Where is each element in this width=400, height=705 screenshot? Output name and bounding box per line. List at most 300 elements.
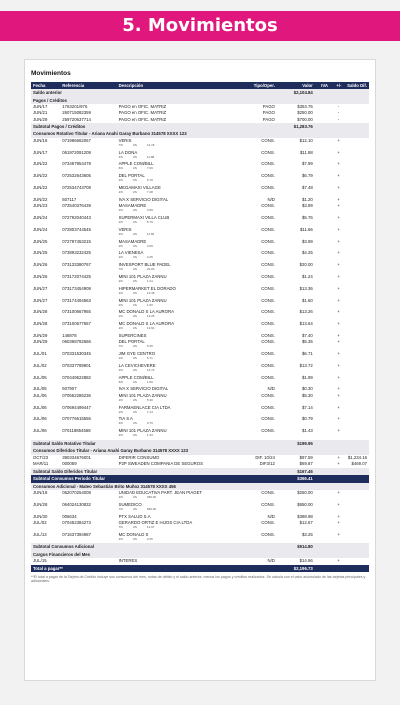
- cell-descripcion-text: MC DONALD S LA AURORA: [118, 321, 174, 327]
- cell-descripcion: [117, 428, 234, 440]
- detail-d2: US: [132, 536, 137, 541]
- cell-sign: [334, 227, 343, 239]
- cell-saldo-dif: [343, 428, 369, 440]
- cell-sign: [334, 428, 343, 440]
- cell-sign-text: +: [337, 374, 340, 380]
- cell-descripcion-detail: [119, 179, 232, 182]
- cell-descripcion: [117, 490, 234, 502]
- group-row: [31, 440, 369, 448]
- table-row: [31, 416, 369, 428]
- detail-d3: 5.30: [146, 397, 153, 402]
- cell-sign-text: +: [337, 531, 340, 537]
- group-label: Consumos Adicional - Mateo Sebastián Brito Muñoz 314578 XXXX 456: [31, 483, 277, 491]
- cell-fecha: [31, 185, 60, 197]
- cell-descripcion-detail: [119, 304, 232, 307]
- cell-descripcion: [117, 173, 234, 185]
- cell-referencia-text: 061972091209: [62, 149, 91, 155]
- cell-descripcion-text: MEGAMAXI VILLAGE: [118, 185, 161, 191]
- cell-tipo: [234, 298, 277, 310]
- cell-descripcion-text: PTX SALUD S.A: [118, 513, 151, 519]
- detail-d2: US: [132, 243, 137, 248]
- cell-sign-text: +: [337, 226, 340, 232]
- detail-d2: US: [132, 524, 137, 529]
- cell-valor: [277, 185, 315, 197]
- cell-tipo-text: CONS.: [261, 149, 275, 155]
- cell-fecha: [31, 150, 60, 162]
- detail-d2: US: [132, 255, 137, 260]
- group-row: [31, 447, 369, 455]
- cell-fecha-text: JUN/22: [33, 161, 48, 167]
- cell-iva: [315, 173, 335, 185]
- detail-d1: 7/6: [118, 524, 123, 529]
- detail-d3: 250.00: [146, 495, 157, 499]
- cell-referencia-text: 607907: [62, 386, 77, 392]
- cell-descripcion-detail: [119, 399, 232, 402]
- cell-valor-text: $3.99: [302, 238, 313, 244]
- footnote: **El total a pagar de la Tarjeta de Crédito incluye sus consumos del mes, notas de débito y el saldo anterior, menos los pagos y créditos realizados. Se calcula con el valor acumulado de las tarjetas principales y adicionales.: [31, 575, 366, 584]
- cell-referencia-text: 062070254008: [62, 490, 91, 495]
- cell-valor-text: $1.24: [302, 273, 313, 279]
- cell-fecha: [31, 161, 60, 173]
- cell-fecha-text: JUN/26: [33, 273, 48, 279]
- cell-fecha-text: JUN/27: [33, 285, 48, 291]
- cell-valor-text: $250.00: [297, 110, 313, 116]
- cell-sign-text: +: [337, 196, 340, 202]
- group-value: $914.80: [277, 543, 315, 551]
- cell-iva: [315, 185, 335, 197]
- group-filler: [315, 565, 369, 573]
- cell-descripcion-detail: [119, 357, 232, 360]
- cell-descripcion: [117, 203, 234, 215]
- cell-referencia-text: 073100667955: [62, 309, 91, 315]
- cell-valor-text: $1.43: [302, 428, 313, 434]
- cell-fecha: [31, 262, 60, 274]
- cell-valor-text: $7.14: [302, 404, 313, 410]
- table-row: [31, 520, 369, 532]
- cell-valor-text: $20.00: [299, 262, 313, 268]
- cell-referencia: [60, 532, 116, 544]
- cell-descripcion-text: INVESPORT BLUE PADEL: [118, 262, 171, 268]
- detail-d2: US: [132, 154, 137, 159]
- cell-valor-text: $1.60: [302, 297, 313, 303]
- cell-referencia: [60, 375, 116, 387]
- cell-sign-text: +: [337, 262, 340, 268]
- cell-sign: [334, 321, 343, 333]
- group-label: Saldo anterior: [31, 89, 277, 97]
- cell-fecha: [31, 286, 60, 298]
- cell-referencia-text: 070552286236: [62, 392, 91, 398]
- cell-fecha-text: JUN/17: [33, 104, 48, 109]
- cell-valor-text: $11.88: [299, 149, 313, 155]
- group-row: [31, 89, 369, 97]
- cell-valor-text: $13.72: [299, 362, 313, 368]
- cell-tipo-text: N/D: [267, 513, 275, 519]
- cell-descripcion: [117, 185, 234, 197]
- group-value: $2,104.84: [277, 89, 315, 97]
- cell-referencia-text: 073467954479: [62, 161, 91, 167]
- cell-tipo: [234, 532, 277, 544]
- cell-valor: [277, 351, 315, 363]
- cell-valor: [277, 375, 315, 387]
- cell-fecha-text: JUN/25: [33, 250, 48, 256]
- cell-sign-text: +: [337, 214, 340, 220]
- group-value: $167.46: [277, 468, 315, 476]
- cell-valor: [277, 309, 315, 321]
- cell-tipo: [234, 309, 277, 321]
- cell-descripcion: [117, 298, 234, 310]
- group-label: Consumos Rotativo Titular - Ariana Anahi Garay Burbano 314578 XXXX 123: [31, 130, 277, 138]
- cell-valor-text: $7.99: [302, 161, 313, 167]
- detail-d2: US: [132, 506, 137, 511]
- cell-valor: [277, 298, 315, 310]
- cell-descripcion: [117, 150, 234, 162]
- cell-fecha-text: JUN/22: [33, 185, 48, 191]
- table-header-row: [31, 82, 369, 89]
- group-row: [31, 483, 369, 491]
- cell-descripcion-text: MC DONALD S: [118, 531, 149, 537]
- cell-sign-text: +: [337, 558, 340, 564]
- cell-referencia: [60, 405, 116, 417]
- cell-tipo: [234, 227, 277, 239]
- cell-sign: [334, 309, 343, 321]
- cell-fecha-text: MAR/11: [33, 461, 49, 467]
- detail-d1: 6/6: [118, 379, 123, 384]
- cell-iva: [315, 138, 335, 150]
- cell-sign-text: +: [337, 250, 340, 256]
- cell-valor: [277, 339, 315, 351]
- cell-descripcion-detail: [119, 508, 232, 511]
- cell-tipo: [234, 502, 277, 514]
- cell-fecha-text: JUL/06: [33, 416, 47, 422]
- cell-iva: [315, 520, 335, 532]
- cell-descripcion: [117, 239, 234, 251]
- cell-descripcion-detail: [119, 292, 232, 295]
- detail-d3: 6.71: [146, 356, 153, 361]
- cell-fecha: [31, 138, 60, 150]
- cell-sign: [334, 532, 343, 544]
- cell-referencia-text: 064024130832: [62, 501, 91, 507]
- cell-sign-text: +: [337, 149, 340, 155]
- cell-valor-text: $650.00: [297, 501, 313, 507]
- cell-sign-text: +: [337, 404, 340, 410]
- cell-fecha-text: JUN/24: [33, 226, 48, 232]
- cell-referencia: [60, 363, 116, 375]
- detail-d3: 0.79: [146, 421, 153, 426]
- cell-sign-text: +: [337, 428, 340, 434]
- cell-tipo: [234, 161, 277, 173]
- cell-iva: [315, 250, 335, 262]
- cell-tipo-text: CONS.: [261, 519, 275, 525]
- cell-sign: [334, 375, 343, 387]
- col-header-referencia: Referencia: [60, 82, 116, 89]
- cell-valor-text: $353.76: [297, 104, 313, 109]
- cell-saldo-dif: [343, 138, 369, 150]
- cell-tipo: [234, 274, 277, 286]
- cell-fecha-text: JUL/01: [33, 351, 47, 357]
- detail-d3: 650.00: [146, 506, 157, 511]
- cell-descripcion: [117, 286, 234, 298]
- cell-saldo-dif: [343, 173, 369, 185]
- movements-body: [31, 89, 369, 572]
- detail-d3: 1.99: [146, 379, 153, 384]
- cell-saldo-dif: [343, 298, 369, 310]
- cell-valor: [277, 363, 315, 375]
- cell-tipo-text: PAGO: [262, 110, 275, 116]
- cell-tipo: [234, 375, 277, 387]
- cell-descripcion: [117, 250, 234, 262]
- group-filler: [315, 551, 369, 559]
- group-label: Subtotal Pagos / Créditos: [31, 123, 277, 131]
- cell-descripcion: [117, 363, 234, 375]
- group-row: [31, 543, 369, 551]
- cell-valor: [277, 490, 315, 502]
- cell-fecha: [31, 215, 60, 227]
- detail-d1: 2/6: [118, 397, 123, 402]
- group-label: Subtotal Consumos Periodo Titular: [31, 475, 277, 483]
- cell-referencia-text: 073893232425: [62, 250, 91, 256]
- cell-sign: [334, 161, 343, 173]
- cell-tipo-text: CONS.: [261, 374, 275, 380]
- cell-descripcion-text: MINI 101 PLAZA ZANNU: [118, 273, 167, 279]
- cell-sign-text: +: [337, 501, 340, 507]
- table-row: [31, 321, 369, 333]
- cell-saldo-dif: [343, 520, 369, 532]
- cell-tipo: [234, 520, 277, 532]
- cell-referencia-text: 260715082359: [62, 110, 91, 116]
- cell-descripcion-detail: [119, 245, 232, 248]
- cell-tipo-text: CONS.: [261, 332, 275, 338]
- detail-d1: 2/6: [118, 326, 123, 331]
- cell-fecha: [31, 405, 60, 417]
- cell-tipo-text: CONS.: [261, 416, 275, 422]
- group-filler: [315, 483, 369, 491]
- cell-sign-text: +: [337, 351, 340, 357]
- cell-referencia: [60, 321, 116, 333]
- table-row: [31, 351, 369, 363]
- cell-referencia: [60, 520, 116, 532]
- cell-tipo: [234, 262, 277, 274]
- table-row: [31, 203, 369, 215]
- detail-d2: US: [132, 142, 137, 147]
- cell-valor: [277, 274, 315, 286]
- detail-d3: 7.99: [146, 166, 153, 171]
- cell-valor: [277, 262, 315, 274]
- group-value: $1,283.76: [277, 123, 315, 131]
- cell-sign-text: +: [337, 339, 340, 345]
- cell-saldo-dif: [343, 375, 369, 387]
- cell-descripcion: [117, 520, 234, 532]
- table-row: [31, 363, 369, 375]
- group-value: [277, 551, 315, 559]
- cell-descripcion-detail: [119, 280, 232, 283]
- cell-descripcion-text: LA DONA: [118, 149, 138, 155]
- group-value: [277, 447, 315, 455]
- group-row: [31, 551, 369, 559]
- cell-tipo-text: CONS.: [261, 185, 275, 191]
- cell-saldo-dif: [343, 339, 369, 351]
- cell-tipo: [234, 250, 277, 262]
- cell-iva: [315, 490, 335, 502]
- cell-iva: [315, 161, 335, 173]
- cell-referencia-text: 259720637714: [62, 116, 91, 122]
- col-header-valor: Valor: [277, 82, 315, 89]
- cell-valor-text: $7.48: [302, 185, 313, 191]
- cell-iva: [315, 274, 335, 286]
- cell-tipo: [234, 215, 277, 227]
- cell-tipo-text: CONS.: [261, 339, 275, 345]
- cell-referencia: [60, 161, 116, 173]
- col-header-tipo: Tipo/Oper.: [234, 82, 277, 89]
- cell-iva: [315, 227, 335, 239]
- cell-sign: [334, 203, 343, 215]
- cell-fecha-text: JUL/06: [33, 404, 47, 410]
- table-row: [31, 262, 369, 274]
- cell-descripcion: [117, 393, 234, 405]
- cell-valor: [277, 520, 315, 532]
- cell-iva: [315, 502, 335, 514]
- cell-descripcion: [117, 502, 234, 514]
- group-row: [31, 130, 369, 138]
- group-filler: [315, 447, 369, 455]
- cell-valor-text: $13.26: [299, 309, 313, 315]
- cell-referencia-text: 072540376439: [62, 203, 91, 209]
- total-row: [31, 475, 369, 483]
- cell-descripcion-text: MINI 101 PLAZA ZANNU: [118, 428, 167, 434]
- table-row: [31, 393, 369, 405]
- cell-saldo-dif: [343, 239, 369, 251]
- cell-fecha-text: JUN/29: [33, 116, 48, 122]
- cell-sign-text: +: [337, 238, 340, 244]
- detail-d3: 3.99: [146, 208, 153, 213]
- cell-fecha-text: JUN/25: [33, 238, 48, 244]
- cell-saldo-dif: [343, 227, 369, 239]
- cell-referencia-text: 073172074425: [62, 273, 91, 279]
- table-row: [31, 150, 369, 162]
- cell-referencia: [60, 150, 116, 162]
- cell-descripcion: [117, 405, 234, 417]
- cell-tipo-text: PAGO: [262, 116, 275, 122]
- cell-tipo-text: CONS.: [261, 203, 275, 209]
- detail-d2: US: [132, 356, 137, 361]
- cell-valor: [277, 502, 315, 514]
- cell-sign: [334, 490, 343, 502]
- cell-tipo-text: CONS.: [261, 362, 275, 368]
- cell-valor-text: $7.40: [302, 332, 313, 338]
- cell-descripcion: [117, 262, 234, 274]
- cell-descripcion-detail: [119, 233, 232, 236]
- table-row: [31, 428, 369, 440]
- cell-fecha-text: JUN/23: [33, 203, 48, 209]
- group-label: Subtotal Saldo Diferidos Titular: [31, 468, 277, 476]
- cell-tipo: [234, 173, 277, 185]
- cell-saldo-dif: [343, 309, 369, 321]
- cell-valor: [277, 428, 315, 440]
- cell-descripcion-detail: [119, 327, 232, 330]
- cell-fecha: [31, 321, 60, 333]
- detail-d3: 12.67: [146, 524, 155, 529]
- cell-referencia-text: 073133380767: [62, 262, 91, 268]
- cell-descripcion-detail: [119, 434, 232, 437]
- col-header-fecha: Fecha: [31, 82, 60, 89]
- detail-d3: 20.00: [146, 267, 155, 272]
- cell-saldo-dif: [343, 150, 369, 162]
- cell-fecha: [31, 351, 60, 363]
- cell-descripcion-detail: [119, 369, 232, 372]
- cell-tipo-text: CONS.: [261, 161, 275, 167]
- group-value: [277, 130, 315, 138]
- cell-sign: [334, 239, 343, 251]
- cell-referencia-text: 390334676001: [62, 454, 91, 460]
- cell-sign: [334, 286, 343, 298]
- cell-fecha: [31, 428, 60, 440]
- cell-descripcion-detail: [119, 221, 232, 224]
- cell-tipo-text: CONS.: [261, 351, 275, 357]
- group-filler: [315, 97, 369, 105]
- table-row: [31, 490, 369, 502]
- cell-tipo-text: N/D: [267, 386, 275, 392]
- cell-sign: [334, 520, 343, 532]
- cell-saldo-dif: [343, 393, 369, 405]
- cell-fecha: [31, 502, 60, 514]
- cell-valor-text: $13.64: [299, 321, 313, 327]
- cell-fecha-text: JUN/27: [33, 297, 48, 303]
- cell-descripcion: [117, 215, 234, 227]
- detail-d3: 7.14: [146, 409, 153, 414]
- cell-descripcion-text: LA CEVICHEVERE: [118, 362, 156, 368]
- cell-referencia: [60, 274, 116, 286]
- cell-tipo: [234, 138, 277, 150]
- group-label: Consumos Diferidos Titular - Ariana Anahi Garay Burbano 314578 XXXX 123: [31, 447, 277, 455]
- cell-sign: [334, 502, 343, 514]
- cell-iva: [315, 405, 335, 417]
- cell-sign-text: +: [337, 273, 340, 279]
- cell-referencia-text: 000059: [62, 461, 77, 467]
- group-value: $366.41: [277, 475, 315, 483]
- cell-sign-text: -: [337, 110, 340, 116]
- detail-d1: 2/6: [118, 367, 123, 372]
- table-row: [31, 502, 369, 514]
- cell-fecha-text: JUL/15: [33, 558, 47, 564]
- cell-fecha-text: JUN/22: [33, 196, 48, 202]
- detail-d1: 2/6: [118, 219, 123, 224]
- cell-valor: [277, 239, 315, 251]
- cell-tipo-text: CONS.: [261, 531, 275, 537]
- cell-fecha-text: JUN/18: [33, 490, 48, 495]
- cell-referencia-text: 607117: [62, 196, 77, 202]
- cell-descripcion-text: SUPERMAXI VILLA CLUB: [118, 214, 170, 220]
- cell-sign-text: +: [337, 362, 340, 368]
- cell-valor-text: $4.25: [302, 250, 313, 256]
- cell-descripcion-detail: [119, 496, 232, 499]
- cell-descripcion-detail: [119, 315, 232, 318]
- cell-valor: [277, 150, 315, 162]
- cell-sign-text: +: [337, 297, 340, 303]
- cell-tipo-text: CONS.: [261, 226, 275, 232]
- cell-descripcion-detail: [119, 191, 232, 194]
- table-row: [31, 215, 369, 227]
- cell-referencia-text: 073174494563: [62, 297, 91, 303]
- group-row: [31, 468, 369, 476]
- cell-referencia-text: 070449522882: [62, 374, 91, 380]
- cell-valor-text: $3.99: [302, 203, 313, 209]
- cell-valor-text: $12.67: [299, 519, 313, 525]
- detail-d2: US: [132, 208, 137, 213]
- cell-referencia: [60, 502, 116, 514]
- detail-d1: 7/6: [118, 267, 123, 272]
- cell-fecha: [31, 274, 60, 286]
- cell-referencia: [60, 339, 116, 351]
- cell-saldo-dif-text: $1,234.16: [347, 454, 367, 460]
